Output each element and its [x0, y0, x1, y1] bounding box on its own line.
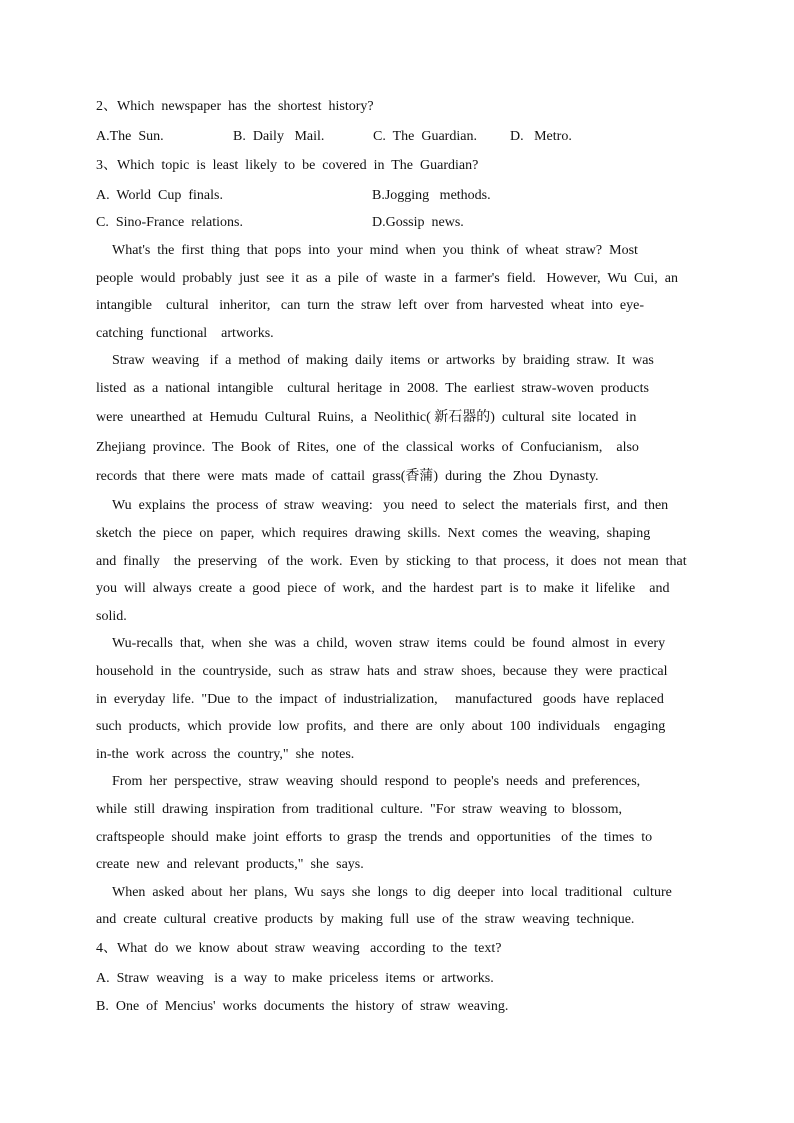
question-3-option-d: D.Gossip news.	[372, 215, 464, 230]
passage-p3-line-1: Wu explains the process of straw weaving: you need to select the materials first, and then	[112, 498, 669, 513]
question-2-option-c: C. The Guardian.	[373, 129, 477, 144]
passage-p4-line-5: in-the work across the country," she notes.	[96, 747, 355, 762]
question-4-stem: 4、What do we know about straw weaving according to the text?	[96, 941, 502, 956]
passage-p6-line-2: and create cultural creative products by making full use of the straw weaving technique.	[96, 912, 635, 927]
question-2-option-a: A.The Sun.	[96, 129, 164, 144]
passage-p2-line-4: Zhejiang province. The Book of Rites, one of the classical works of Confucianism, also	[96, 440, 639, 455]
passage-p1-line-3: intangible cultural inheritor, can turn the straw left over from harvested wheat into eye-	[96, 298, 644, 313]
passage-p1-line-1: What's the first thing that pops into your mind when you think of wheat straw? Most	[112, 243, 638, 258]
question-2-option-b: B. Daily Mail.	[233, 129, 325, 144]
question-2-stem: 2、Which newspaper has the shortest history?	[96, 99, 374, 114]
passage-p5-line-4: create new and relevant products," she says.	[96, 857, 364, 872]
passage-p2-line-3: were unearthed at Hemudu Cultural Ruins, a Neolithic( 新石器的) cultural site located in	[96, 410, 637, 425]
passage-p5-line-3: craftspeople should make joint efforts to grasp the trends and opportunities of the times to	[96, 830, 653, 845]
passage-p6-line-1: When asked about her plans, Wu says she longs to dig deeper into local traditional culture	[112, 885, 672, 900]
question-3-option-b: B.Jogging methods.	[372, 188, 491, 203]
question-3-option-c: C. Sino-France relations.	[96, 215, 243, 230]
passage-p1-line-2: people would probably just see it as a pile of waste in a farmer's field. However, Wu Cui, an	[96, 271, 678, 286]
question-4-option-b: B. One of Mencius' works documents the history of straw weaving.	[96, 999, 509, 1014]
question-4-option-a: A. Straw weaving is a way to make priceless items or artworks.	[96, 971, 494, 986]
passage-p3-line-5: solid.	[96, 609, 127, 624]
question-3-option-a: A. World Cup finals.	[96, 188, 223, 203]
passage-p4-line-2: household in the countryside, such as straw hats and straw shoes, because they were practical	[96, 664, 668, 679]
passage-p2-line-1: Straw weaving if a method of making daily items or artworks by braiding straw. It was	[112, 353, 654, 368]
passage-p2-line-5: records that there were mats made of cattail grass(香蒲) during the Zhou Dynasty.	[96, 469, 599, 484]
passage-p1-line-4: catching functional artworks.	[96, 326, 274, 341]
passage-p4-line-4: such products, which provide low profits, and there are only about 100 individuals engaging	[96, 719, 666, 734]
passage-p5-line-1: From her perspective, straw weaving should respond to people's needs and preferences,	[112, 774, 641, 789]
passage-p3-line-4: you will always create a good piece of work, and the hardest part is to make it lifelike and	[96, 581, 670, 596]
passage-p2-line-2: listed as a national intangible cultural heritage in 2008. The earliest straw-woven products	[96, 381, 649, 396]
question-3-stem: 3、Which topic is least likely to be covered in The Guardian?	[96, 158, 479, 173]
passage-p5-line-2: while still drawing inspiration from traditional culture. "For straw weaving to blossom,	[96, 802, 622, 817]
passage-p4-line-1: Wu-recalls that, when she was a child, woven straw items could be found almost in every	[112, 636, 666, 651]
passage-p3-line-3: and finally the preserving of the work. Even by sticking to that process, it does not mean that	[96, 554, 687, 569]
passage-p4-line-3: in everyday life. "Due to the impact of industrialization, manufactured goods have replaced	[96, 692, 664, 707]
passage-p3-line-2: sketch the piece on paper, which requires drawing skills. Next comes the weaving, shaping	[96, 526, 651, 541]
question-2-option-d: D. Metro.	[510, 129, 572, 144]
